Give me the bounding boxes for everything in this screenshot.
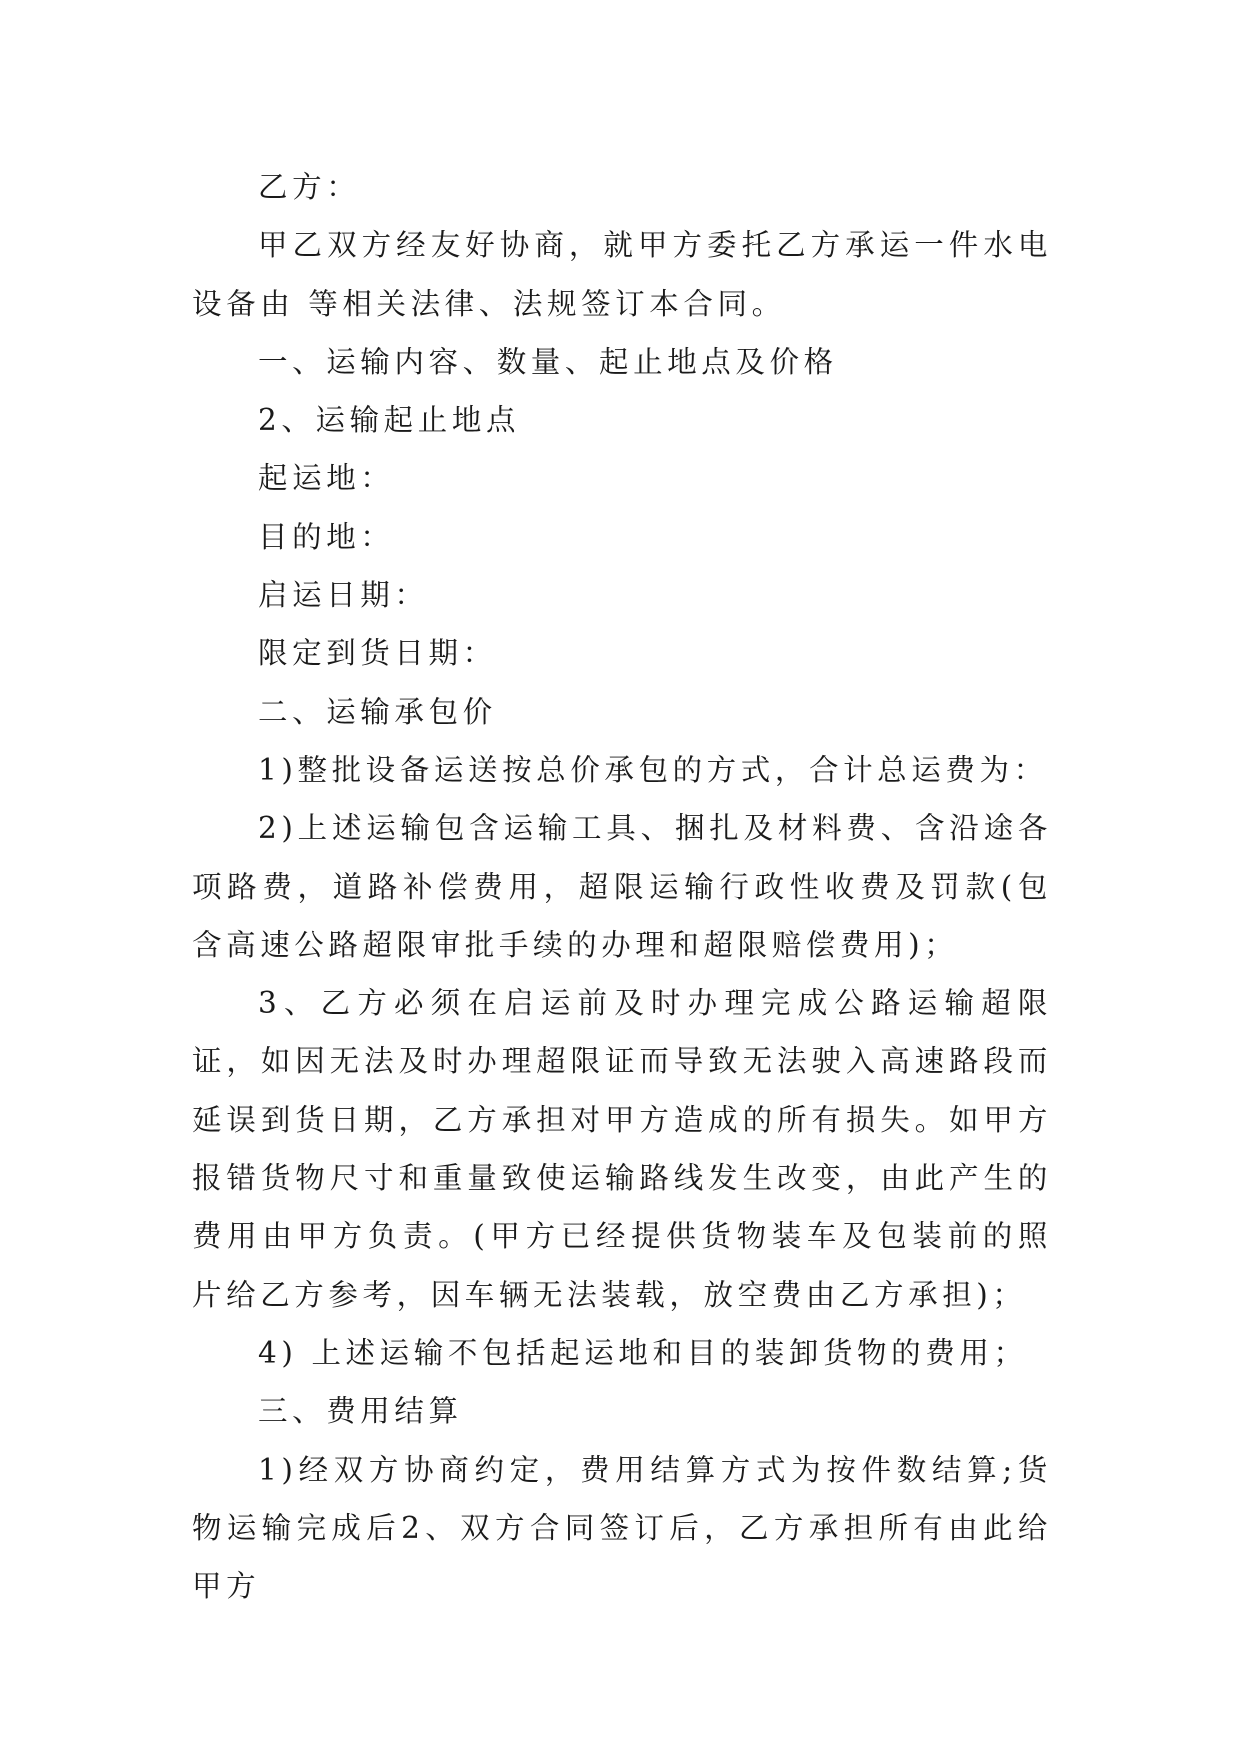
origin-field: 起运地：	[258, 461, 395, 496]
clause-excluded-costs: 4) 上述运输不包括起运地和目的装卸货物的费用；	[258, 1335, 1028, 1370]
clause-oversize-permit: 3、乙方必须在启运前及时办理完成公路运输超限证，如因无法及时办理超限证而导致无法驶入高速路段而延误到货日期，乙方承担对甲方造成的所有损失。如甲方报错货物尺寸和重量致使运输路线发生改变，由此产生的费用由甲方负责。(甲方已经提供货物装车及包装前的照片给乙方参考，因车辆无法装载，放空费由乙方承担)；	[192, 986, 1052, 1312]
section-2-heading: 二、运输承包价	[258, 694, 497, 729]
section-3-heading: 三、费用结算	[258, 1394, 463, 1429]
delivery-deadline-field: 限定到货日期：	[258, 636, 497, 671]
clause-total-freight: 1)整批设备运送按总价承包的方式，合计总运费为：	[258, 752, 1048, 787]
preamble-paragraph: 甲乙双方经友好协商，就甲方委托乙方承运一件水电设备由 等相关法律、法规签订本合同。	[192, 228, 1052, 321]
contract-body	[192, 158, 1052, 1615]
clause-transport-locations: 2、运输起止地点	[258, 403, 521, 438]
destination-field: 目的地：	[258, 519, 395, 554]
clause-included-costs: 2)上述运输包含运输工具、捆扎及材料费、含沿途各项路费，道路补偿费用，超限运输行政性收费及罚款(包含高速公路超限审批手续的办理和超限赔偿费用)；	[192, 811, 1052, 962]
clause-settlement: 1)经双方协商约定，费用结算方式为按件数结算;货物运输完成后2、双方合同签订后，乙方承担所有由此给甲方	[192, 1452, 1052, 1604]
party-b-label: 乙方：	[258, 170, 361, 204]
departure-date-field: 启运日期：	[258, 578, 429, 613]
section-1-heading: 一、运输内容、数量、起止地点及价格	[258, 344, 838, 379]
